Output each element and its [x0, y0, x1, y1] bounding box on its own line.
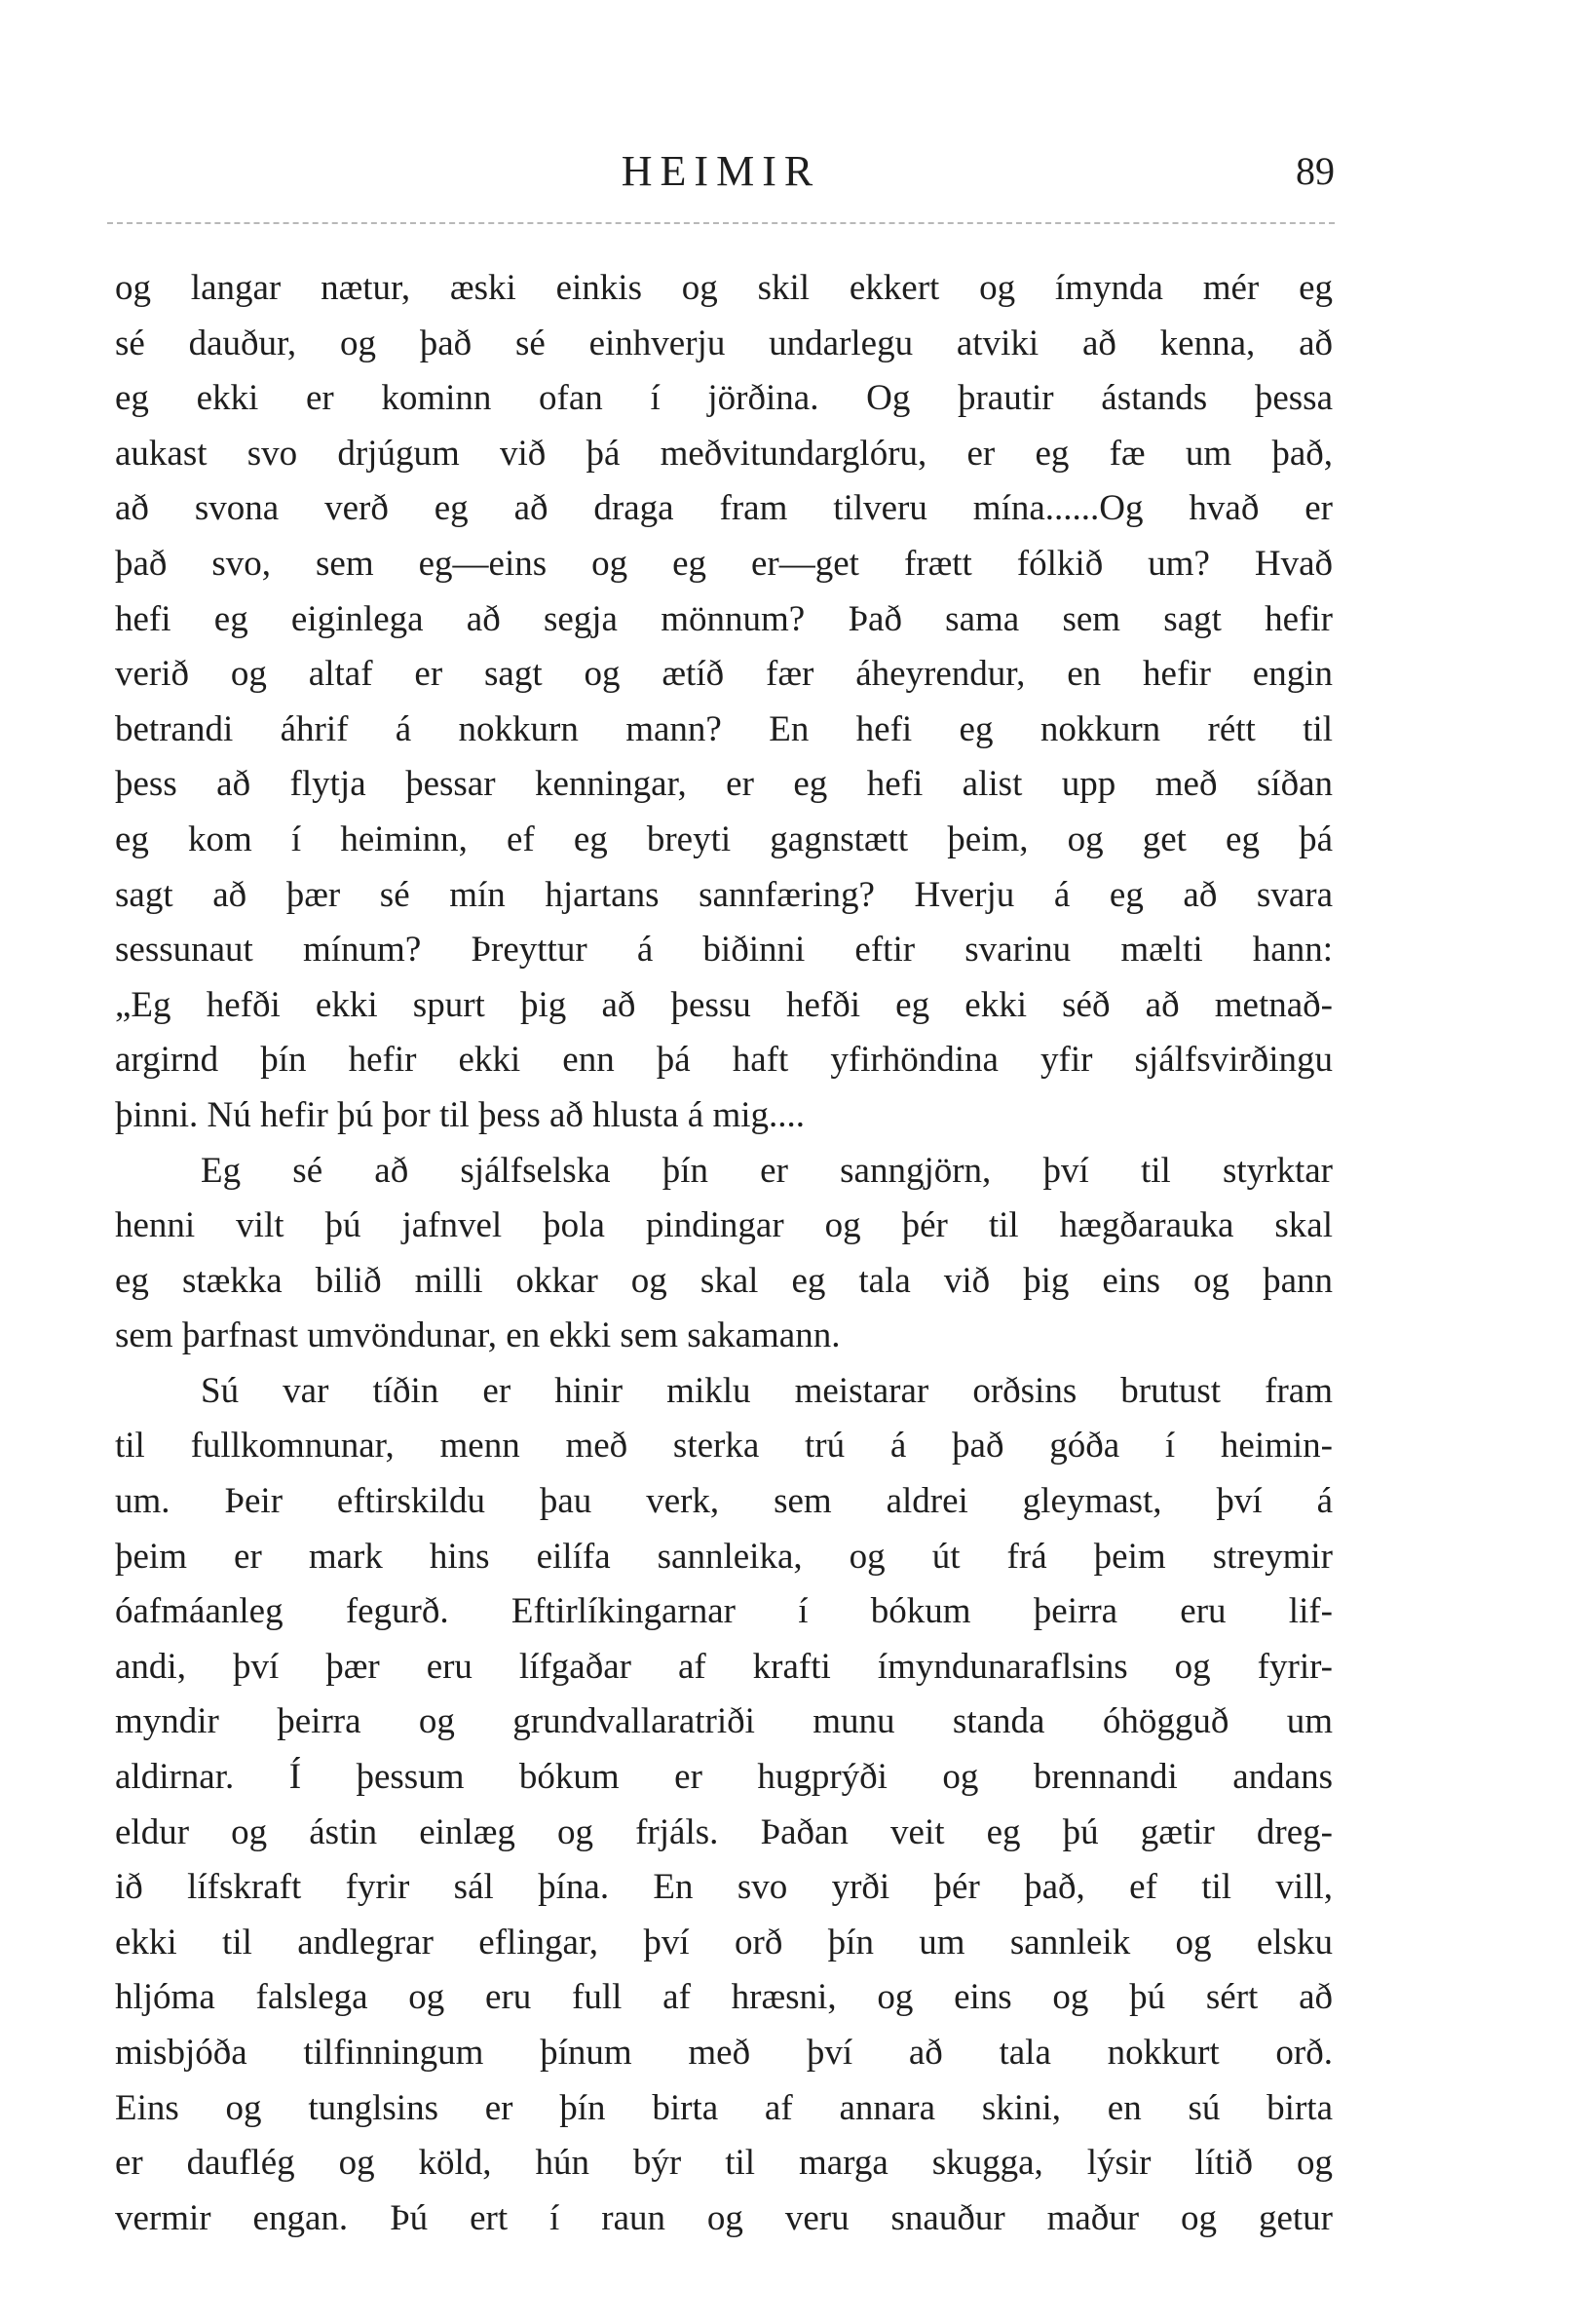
running-head	[107, 146, 1335, 214]
header-rule	[107, 222, 1335, 224]
running-title: HEIMIR	[621, 147, 821, 195]
text-line: þess að flytja þessar kenningar, er eg hefi alist upp með síðan	[115, 764, 1333, 805]
text-line: verið og altaf er sagt og ætíð fær áheyrendur, en hefir engin	[115, 654, 1333, 695]
text-line: argirnd þín hefir ekki enn þá haft yfirhöndina yfir sjálfsvirðingu	[115, 1040, 1333, 1081]
text-line: þeim er mark hins eilífa sannleika, og út frá þeim streymir	[115, 1536, 1333, 1577]
text-line: sé dauður, og það sé einhverju undarlegu atviki að kenna, að	[115, 323, 1333, 363]
text-line: sem þarfnast umvöndunar, en ekki sem sakamann.	[115, 1315, 841, 1356]
text-line: vermir engan. Þú ert í raun og veru snauður maður og getur	[115, 2197, 1333, 2238]
text-line: ekki til andlegrar eflingar, því orð þín um sannleik og elsku	[115, 1922, 1333, 1962]
text-line: til fullkomnunar, menn með sterka trú á það góða í heimin-	[115, 1426, 1333, 1467]
text-line: er dauflég og köld, hún býr til marga skugga, lýsir lítið og	[115, 2143, 1333, 2184]
text-line: Sú var tíðin er hinir miklu meistarar orðsins brutust fram	[201, 1370, 1333, 1411]
text-line: sessunaut mínum? Þreyttur á biðinni eftir svarinu mælti hann:	[115, 930, 1333, 971]
text-line: þinni. Nú hefir þú þor til þess að hlusta á mig....	[115, 1094, 806, 1135]
text-line: um. Þeir eftirskildu þau verk, sem aldrei gleymast, því á	[115, 1481, 1333, 1522]
text-line: aukast svo drjúgum við þá meðvitundarglóru, er eg fæ um það,	[115, 433, 1333, 474]
text-line: eldur og ástin einlæg og frjáls. Þaðan veit eg þú gætir dreg-	[115, 1811, 1333, 1852]
text-line: eg kom í heiminn, ef eg breyti gagnstætt þeim, og get eg þá	[115, 819, 1333, 859]
text-line: henni vilt þú jafnvel þola pindingar og þér til hægðarauka skal	[115, 1205, 1333, 1246]
text-line: betrandi áhrif á nokkurn mann? En hefi eg nokkurn rétt til	[115, 708, 1333, 749]
text-line: eg stækka bilið milli okkar og skal eg tala við þig eins og þann	[115, 1260, 1333, 1301]
text-line: og langar nætur, æski einkis og skil ekkert og ímynda mér eg	[115, 268, 1333, 308]
text-line: ið lífskraft fyrir sál þína. En svo yrði þér það, ef til vill,	[115, 1867, 1333, 1908]
text-line: eg ekki er kominn ofan í jörðina. Og þrautir ástands þessa	[115, 378, 1333, 419]
text-line: hefi eg eiginlega að segja mönnum? Það sama sem sagt hefir	[115, 598, 1333, 639]
text-line: myndir þeirra og grundvallaratriði munu standa óhögguð um	[115, 1701, 1333, 1742]
text-line: óafmáanleg fegurð. Eftirlíkingarnar í bókum þeirra eru lif-	[115, 1591, 1333, 1632]
text-line: Eg sé að sjálfselska þín er sanngjörn, því til styrktar	[201, 1150, 1333, 1191]
text-line: misbjóða tilfinningum þínum með því að tala nokkurt orð.	[115, 2033, 1333, 2073]
page-number: 89	[1296, 149, 1335, 193]
text-line: hljóma falslega og eru full af hræsni, og eins og þú sért að	[115, 1977, 1333, 2018]
body-text	[115, 261, 1333, 2246]
text-line: Eins og tunglsins er þín birta af annara skini, en sú birta	[115, 2087, 1333, 2128]
text-line: að svona verð eg að draga fram tilveru mína......Og hvað er	[115, 488, 1333, 529]
text-line: aldirnar. Í þessum bókum er hugprýði og brennandi andans	[115, 1757, 1333, 1798]
text-line: „Eg hefði ekki spurt þig að þessu hefði eg ekki séð að metnað-	[115, 984, 1333, 1025]
text-line: sagt að þær sé mín hjartans sannfæring? Hverju á eg að svara	[115, 874, 1333, 915]
text-line: það svo, sem eg—eins og eg er—get frætt fólkið um? Hvað	[115, 543, 1333, 584]
text-line: andi, því þær eru lífgaðar af krafti ímyndunaraflsins og fyrir-	[115, 1646, 1333, 1687]
